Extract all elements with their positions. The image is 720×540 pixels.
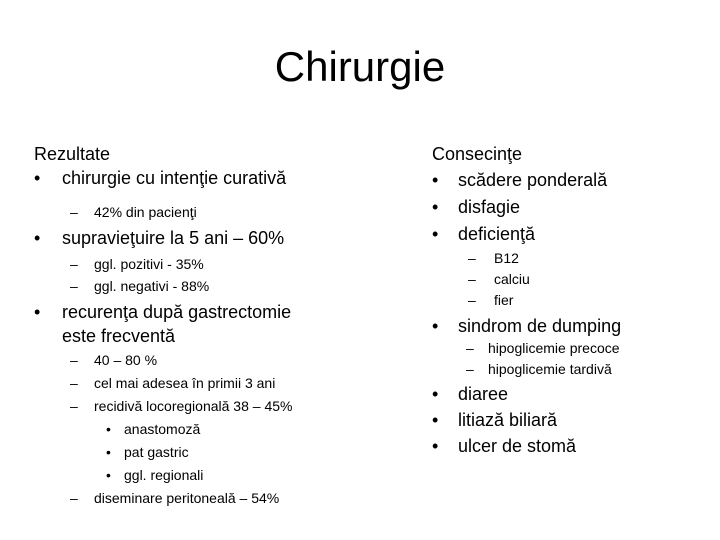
dash-marker: –: [466, 340, 474, 356]
list-item-text: 40 – 80 %: [94, 352, 158, 368]
dash-marker: –: [70, 375, 78, 391]
list-item-text: hipoglicemie tardivă: [488, 361, 612, 377]
list-item-text: sindrom de dumping: [458, 316, 622, 336]
list-item-text: cel mai adesea în primii 3 ani: [94, 375, 276, 391]
list-item-text: supravieţuire la 5 ani – 60%: [62, 228, 285, 248]
bullet-marker: •: [432, 197, 439, 217]
dash-marker: –: [70, 204, 78, 220]
bullet-marker: •: [34, 302, 41, 322]
list-item-text: litiază biliară: [458, 410, 558, 430]
dash-marker: –: [70, 352, 78, 368]
list-item-text: pat gastric: [124, 444, 189, 460]
dash-marker: –: [468, 250, 476, 266]
list-item-text: fier: [494, 292, 514, 308]
dash-marker: –: [70, 278, 78, 294]
dash-marker: –: [70, 490, 78, 506]
list-item-text: ggl. negativi - 88%: [94, 278, 210, 294]
bullet-marker: •: [432, 384, 439, 404]
dash-marker: –: [468, 292, 476, 308]
list-item-text: anastomoză: [124, 421, 201, 437]
list-item-text: 42% din pacienţi: [94, 204, 197, 220]
bullet-marker: •: [432, 436, 439, 456]
list-item-text: calciu: [494, 271, 530, 287]
list-item-text: recidivă locoregională 38 – 45%: [94, 398, 293, 414]
left-heading: Rezultate: [34, 144, 111, 164]
bullet-marker: •: [106, 467, 111, 483]
slide-title: Chirurgie: [274, 43, 446, 90]
list-item-text: deficienţă: [458, 224, 536, 244]
list-item-text: ggl. regionali: [124, 467, 204, 483]
bullet-marker: •: [432, 224, 439, 244]
right-heading: Consecinţe: [432, 144, 523, 164]
dash-marker: –: [70, 256, 78, 272]
bullet-marker: •: [432, 410, 439, 430]
list-item-text: disfagie: [458, 197, 521, 217]
list-item-text: chirurgie cu intenţie curativă: [62, 168, 287, 188]
list-item-text: recurenţa după gastrectomie: [62, 302, 292, 322]
list-item-text: scădere ponderală: [458, 170, 608, 190]
dash-marker: –: [466, 361, 474, 377]
list-item-text: diaree: [458, 384, 509, 404]
bullet-marker: •: [106, 421, 111, 437]
list-item-text: ggl. pozitivi - 35%: [94, 256, 204, 272]
list-item-text: este frecventă: [62, 326, 176, 346]
list-item-text: hipoglicemie precoce: [488, 340, 620, 356]
dash-marker: –: [468, 271, 476, 287]
list-item-text: B12: [494, 250, 519, 266]
bullet-marker: •: [432, 316, 439, 336]
bullet-marker: •: [432, 170, 439, 190]
list-item-text: ulcer de stomă: [458, 436, 577, 456]
bullet-marker: •: [34, 168, 41, 188]
dash-marker: –: [70, 398, 78, 414]
bullet-marker: •: [34, 228, 41, 248]
bullet-marker: •: [106, 444, 111, 460]
list-item-text: diseminare peritoneală – 54%: [94, 490, 280, 506]
